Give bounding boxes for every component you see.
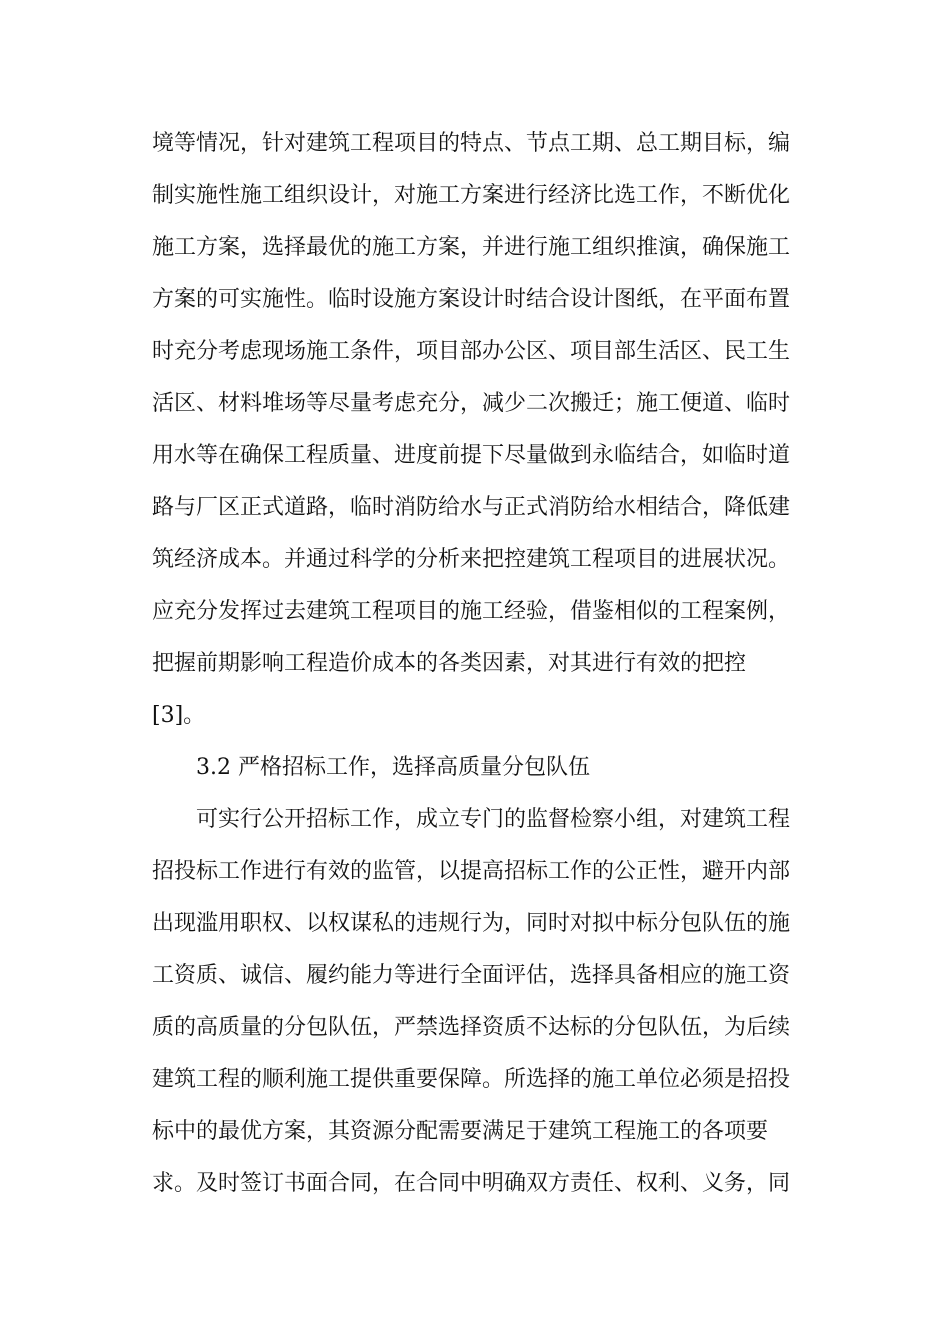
text-line: 方案的可实施性。临时设施方案设计时结合设计图纸，在平面布置 — [152, 287, 791, 312]
text-line: 招投标工作进行有效的监管，以提高招标工作的公正性，避开内部 — [152, 859, 791, 884]
paragraph — [152, 118, 812, 742]
text-line: 工资质、诚信、履约能力等进行全面评估，选择具备相应的施工资 — [152, 963, 791, 988]
text-line: 制实施性施工组织设计，对施工方案进行经济比选工作，不断优化 — [152, 183, 791, 208]
text-line: 把握前期影响工程造价成本的各类因素，对其进行有效的把控 — [152, 651, 747, 676]
text-line: 出现滥用职权、以权谋私的违规行为，同时对拟中标分包队伍的施 — [152, 911, 791, 936]
text-line: 标中的最优方案，其资源分配需要满足于建筑工程施工的各项要 — [152, 1119, 769, 1144]
citation-line: [3]。 — [152, 703, 206, 728]
text-line: 用水等在确保工程质量、进度前提下尽量做到永临结合，如临时道 — [152, 443, 791, 468]
text-line: 建筑工程的顺利施工提供重要保障。所选择的施工单位必须是招投 — [152, 1067, 791, 1092]
paragraph — [152, 794, 812, 1210]
text-line: 质的高质量的分包队伍，严禁选择资质不达标的分包队伍，为后续 — [152, 1015, 791, 1040]
text-line: 求。及时签订书面合同，在合同中明确双方责任、权利、义务，同 — [152, 1171, 791, 1196]
text-line: 可实行公开招标工作，成立专门的监督检察小组，对建筑工程 — [196, 807, 791, 832]
text-line: 境等情况，针对建筑工程项目的特点、节点工期、总工期目标，编 — [152, 131, 791, 156]
text-line: 路与厂区正式道路，临时消防给水与正式消防给水相结合，降低建 — [152, 495, 791, 520]
section-heading: 3.2 严格招标工作，选择高质量分包队伍 — [196, 755, 590, 780]
text-line: 筑经济成本。并通过科学的分析来把控建筑工程项目的进展状况。 — [152, 547, 791, 572]
body-text — [152, 118, 812, 1210]
text-line: 时充分考虑现场施工条件，项目部办公区、项目部生活区、民工生 — [152, 339, 791, 364]
text-line: 活区、材料堆场等尽量考虑充分，减少二次搬迁；施工便道、临时 — [152, 391, 791, 416]
text-line: 施工方案，选择最优的施工方案，并进行施工组织推演，确保施工 — [152, 235, 791, 260]
text-line: 应充分发挥过去建筑工程项目的施工经验，借鉴相似的工程案例， — [152, 599, 791, 624]
